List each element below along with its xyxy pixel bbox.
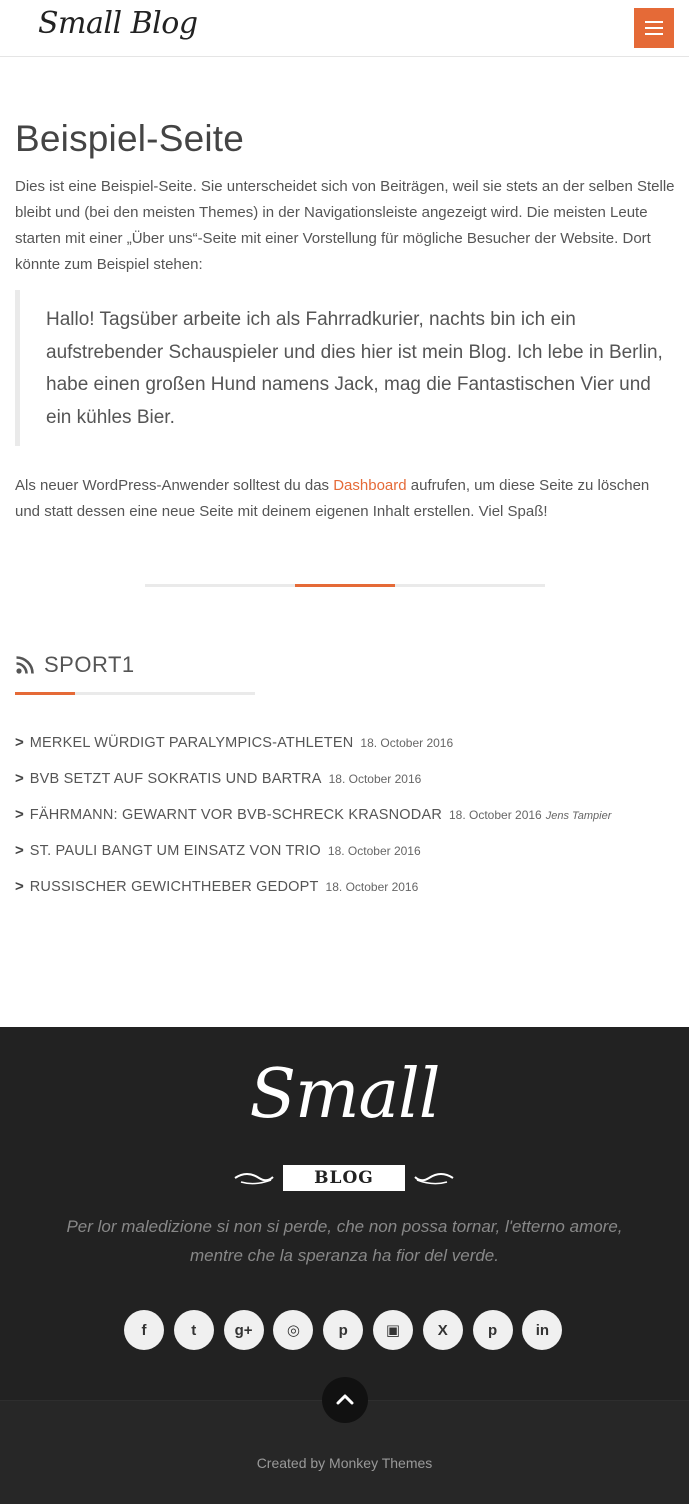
hamburger-icon	[645, 21, 663, 23]
news-item-link[interactable]: ST. PAULI BANGT UM EINSATZ VON TRIO	[29, 843, 321, 859]
linkedin-icon[interactable]: in	[522, 1310, 562, 1350]
chevron-right-icon: >	[15, 878, 24, 895]
site-header	[0, 0, 689, 57]
intro-paragraph: Dies ist eine Beispiel-Seite. Sie unterscheidet sich von Beiträgen, weil sie stets an der selben Stelle bleibt und (bei den meisten Themes) in der Navigationsleiste angezeigt wird. Die meisten Leute starten mit einer „Über uns“-Seite mit einer Vorstellung für mögliche Besucher der Website. Dort könnte zum Beispiel stehen:	[15, 178, 675, 273]
footer-credits: Created by Monkey Themes	[256, 1455, 433, 1471]
site-footer	[0, 1027, 689, 1504]
rss-icon	[15, 655, 35, 675]
page-title: Beispiel-Seite	[15, 118, 245, 159]
footer-logo: Small	[249, 1055, 440, 1134]
list-item	[15, 770, 685, 806]
chevron-right-icon: >	[15, 734, 24, 751]
list-item	[15, 842, 685, 878]
back-to-top-button[interactable]	[322, 1377, 368, 1423]
quote-text: Hallo! Tagsüber arbeite ich als Fahrradkurier, nachts bin ich ein aufstrebender Schauspieler und dies hier ist mein Blog. Ich lebe in Berlin, habe einen großen Hund namens Jack, mag die Fantastischen Vier und ein kühles Bier.	[46, 309, 663, 428]
list-item	[15, 878, 685, 914]
widget-title	[15, 650, 135, 680]
twitter-icon[interactable]: t	[174, 1310, 214, 1350]
chevron-right-icon: >	[15, 842, 24, 859]
news-item-link[interactable]: RUSSISCHER GEWICHTHEBER GEDOPT	[29, 879, 319, 895]
news-item-link[interactable]: MERKEL WÜRDIGT PARALYMPICS-ATHLETEN	[29, 735, 354, 751]
list-item	[15, 806, 685, 842]
chevron-right-icon: >	[15, 806, 24, 823]
menu-toggle-button[interactable]	[634, 8, 674, 48]
footer-tagline: Per lor maledizione si non si perde, che non possa tornar, l'etterno amore, mentre che la speranza ha fior del verde.	[66, 1217, 623, 1265]
news-item-date: 18. October 2016	[449, 808, 542, 822]
news-item-date: 18. October 2016	[360, 736, 454, 750]
xing-icon[interactable]: X	[423, 1310, 463, 1350]
facebook-icon[interactable]: f	[124, 1310, 164, 1350]
widget-underline	[15, 692, 255, 695]
news-item-link[interactable]: BVB SETZT AUF SOKRATIS UND BARTRA	[29, 771, 322, 787]
pinterest-icon[interactable]: p	[473, 1310, 513, 1350]
section-divider	[145, 584, 545, 587]
news-item-date: 18. October 2016	[325, 880, 419, 894]
chevron-up-icon	[322, 1377, 368, 1423]
footer-logo-subtitle: BLOG	[283, 1165, 405, 1191]
footer-logo-ribbon	[233, 1164, 455, 1194]
youtube-icon[interactable]: ▣	[373, 1310, 413, 1350]
list-item	[15, 734, 685, 770]
blockquote	[15, 290, 677, 446]
dashboard-link[interactable]: Dashboard	[333, 477, 407, 494]
instructions-paragraph: Als neuer WordPress-Anwender solltest du das Dashboard aufrufen, um diese Seite zu löschen und statt dessen eine neue Seite mit deinem eigenen Inhalt erstellen. Viel Spaß!	[15, 477, 650, 520]
news-item-link[interactable]: FÄHRMANN: GEWARNT VOR BVB-SCHRECK KRASNODAR	[29, 807, 442, 823]
site-logo[interactable]: Small Blog	[38, 6, 198, 41]
news-item-author: Jens Tampier	[545, 810, 612, 822]
social-links	[124, 1310, 572, 1350]
instagram-icon[interactable]: ◎	[273, 1310, 313, 1350]
pinterest-icon[interactable]: p	[323, 1310, 363, 1350]
news-list	[15, 734, 685, 914]
chevron-right-icon: >	[15, 770, 24, 787]
widget-title-text: SPORT1	[44, 652, 135, 677]
google-plus-icon[interactable]: g+	[224, 1310, 264, 1350]
news-item-date: 18. October 2016	[328, 772, 422, 786]
news-item-date: 18. October 2016	[327, 844, 421, 858]
